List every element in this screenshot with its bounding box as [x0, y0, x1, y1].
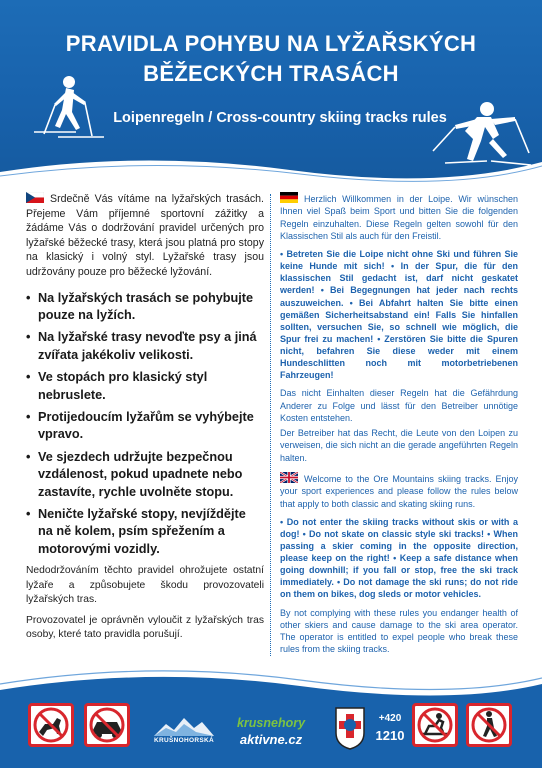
english-outro: By not complying with these rules you endanger health of other skiers and cause damage to the ski area operator. The operator is entitled to expel people who break these rules from the skiing tracks. — [280, 607, 518, 655]
list-item: • Na lyžařských trasách se pohybujte pouze na lyžích. — [26, 290, 264, 325]
no-vehicles-icon — [84, 703, 130, 747]
english-rules: • Do not enter the skiing tracks without skis or with a dog! • Do not skate on classic style ski tracks! • When passing a skier coming in the opposite direction, please keep on the right! • Keep a safe distance when going downhill; if you fall or stop, free the ski track immediately. • Do not damage the ski runs; do not ride on them on bikes, dog sleds or motor vehicles. — [280, 516, 518, 600]
list-item: • Ve sjezdech udržujte bezpečnou vzdálenost, pokud upadnete nebo zastavíte, rychle uvolněte stopu. — [26, 449, 264, 501]
aktivne-logo-top: krusnehory — [236, 716, 306, 730]
uk-flag-icon — [280, 472, 298, 483]
german-rules: • Betreten Sie die Loipe nicht ohne Ski und führen Sie keine Hunde mit sich! • In der Spur, die für den klassischen Stil gedacht ist, darf nicht geskatet werden! • Bei Begegnungen hat jeder nach rechts auszuweichen. • Bei Abfahrt halten Sie bitte einen gemäßen Sicherheitsabstand ein! Falls Sie hinfallen sollten, versuchen Sie, so schnell wie möglich, die Spur frei zu machen! • Zerstören Sie bitte die Spuren nicht, befahren Sie diese weder mit einem Hundeschlitten noch mit motorbetriebenen Fahrzeugen! — [280, 249, 518, 381]
czech-outro-1: Nedodržováním těchto pravidel ohrožujete ostatní lyžaře a způsobujete škodu provozovateli lyžařských tras. — [26, 565, 264, 606]
page-title-line2: BĚŽECKÝCH TRASÁCH — [143, 61, 399, 86]
list-item: • Na lyžařské trasy nevoďte psy a jiná zvířata jakékoliv velikosti. — [26, 329, 264, 364]
column-divider — [270, 194, 271, 656]
foreign-section — [280, 192, 518, 656]
list-item: • Ve stopách pro klasický styl nebruslete. — [26, 369, 264, 404]
no-dogs-icon — [28, 703, 74, 747]
krusnohorska-logo-text: KRUŠNOHORSKÁ — [154, 737, 214, 744]
no-walking-icon — [466, 703, 512, 747]
german-outro-1: Das nicht Einhalten dieser Regeln hat die Gefährdung Anderer zu Folge und lässt für den Betreiber unnötige Kosten entstehen. — [280, 388, 518, 423]
english-section — [280, 472, 518, 656]
aktivne-logo-bottom: aktivne.cz — [239, 732, 303, 747]
german-outro-2: Der Betreiber hat das Recht, die Leute von den Loipen zu verweisen, die sich nicht an die gerade angeführten Regeln halten. — [280, 428, 518, 463]
german-flag-icon — [280, 192, 298, 203]
german-intro: Herzlich Willkommen in der Loipe. Wir wünschen Ihnen viel Spaß beim Sport und bitten Sie die folgenden Regeln einzuhalten. Diese Regeln gelten sowohl für den Klassischen Stil als auch für den Freistil. — [280, 194, 518, 241]
emergency-number: 1210 — [375, 728, 405, 743]
krusnohorska-logo — [150, 712, 218, 752]
english-intro: Welcome to the Ore Mountains skiing tracks. Enjoy your sport experiences and please follow the rules below that apply to both classic and skating skiing runs. — [280, 474, 518, 509]
list-item: • Protijedoucím lyžařům se vyhýbejte vpravo. — [26, 409, 264, 444]
german-section — [280, 192, 518, 464]
header-wave — [0, 150, 542, 185]
list-item: • Neničte lyžařské stopy, nevjíždějte na ně kolem, psím spřežením a motorovými vozidly. — [26, 506, 264, 558]
czech-intro: Srdečně Vás vítáme na lyžařských trasách. Přejeme Vám příjemné sportovní zážitky a žádáme Vás o dodržování pravidel určených pro lyžařské běžecké trasy, která jsou platná pro stopy na klasický i volný styl. Lyžařské trasy jsou udržovány pouze pro běžecké lyžování. — [26, 193, 264, 278]
no-dog-sled-icon — [412, 703, 458, 747]
czech-outro-2: Provozovatel je oprávněn vyloučit z lyžařských tras osoby, které tato pravidla porušují. — [26, 614, 264, 641]
czech-section — [26, 192, 264, 649]
header-banner — [0, 0, 542, 185]
page-subtitle: Loipenregeln / Cross-country skiing tracks rules — [113, 110, 447, 126]
czech-flag-icon — [26, 192, 44, 203]
page-title-line1: PRAVIDLA POHYBU NA LYŽAŘSKÝCH — [65, 31, 477, 56]
mountain-rescue-emblem-icon — [333, 705, 367, 751]
czech-rules-list — [26, 290, 264, 559]
emergency-prefix: +420 — [378, 713, 402, 724]
